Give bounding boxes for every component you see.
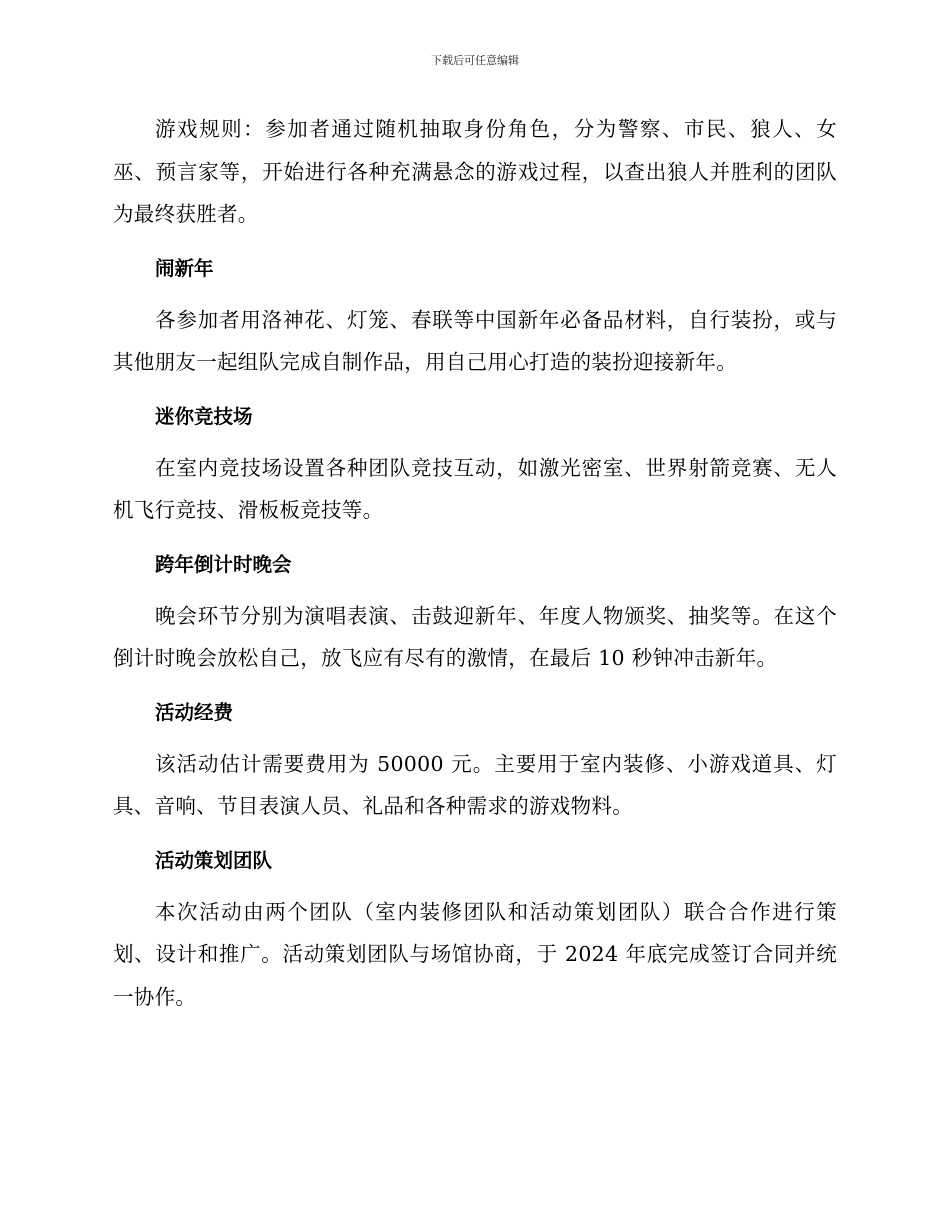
countdown-paragraph: 晚会环节分别为演唱表演、击鼓迎新年、年度人物颁奖、抽奖等。在这个倒计时晚会放松自己，放飞应有尽有的激情，在最后 10 秒钟冲击新年。 (113, 603, 837, 670)
document-body (113, 108, 837, 1018)
team-paragraph: 本次活动由两个团队（室内装修团队和活动策划团队）联合合作进行策划、设计和推广。活动策划团队与场馆协商，于 2024 年底完成签订合同并统一协作。 (113, 899, 837, 1009)
team-heading: 活动策划团队 (155, 848, 273, 872)
new-year-paragraph: 各参加者用洛神花、灯笼、春联等中国新年必备品材料，自行装扮，或与其他朋友一起组队完成自制作品，用自己用心打造的装扮迎接新年。 (113, 307, 837, 374)
countdown-heading: 跨年倒计时晚会 (155, 552, 292, 576)
budget-paragraph: 该活动估计需要费用为 50000 元。主要用于室内装修、小游戏道具、灯具、音响、节目表演人员、礼品和各种需求的游戏物料。 (113, 751, 837, 818)
budget-heading: 活动经费 (155, 700, 234, 724)
arena-paragraph: 在室内竞技场设置各种团队竞技互动，如激光密室、世界射箭竞赛、无人机飞行竞技、滑板板竞技等。 (113, 455, 837, 522)
arena-heading: 迷你竞技场 (155, 404, 253, 428)
intro-paragraph: 游戏规则：参加者通过随机抽取身份角色，分为警察、市民、狼人、女巫、预言家等，开始进行各种充满悬念的游戏过程，以查出狼人并胜利的团队为最终获胜者。 (113, 117, 837, 226)
new-year-heading: 闹新年 (155, 256, 214, 280)
page-header: 下载后可任意编辑 (431, 54, 519, 67)
